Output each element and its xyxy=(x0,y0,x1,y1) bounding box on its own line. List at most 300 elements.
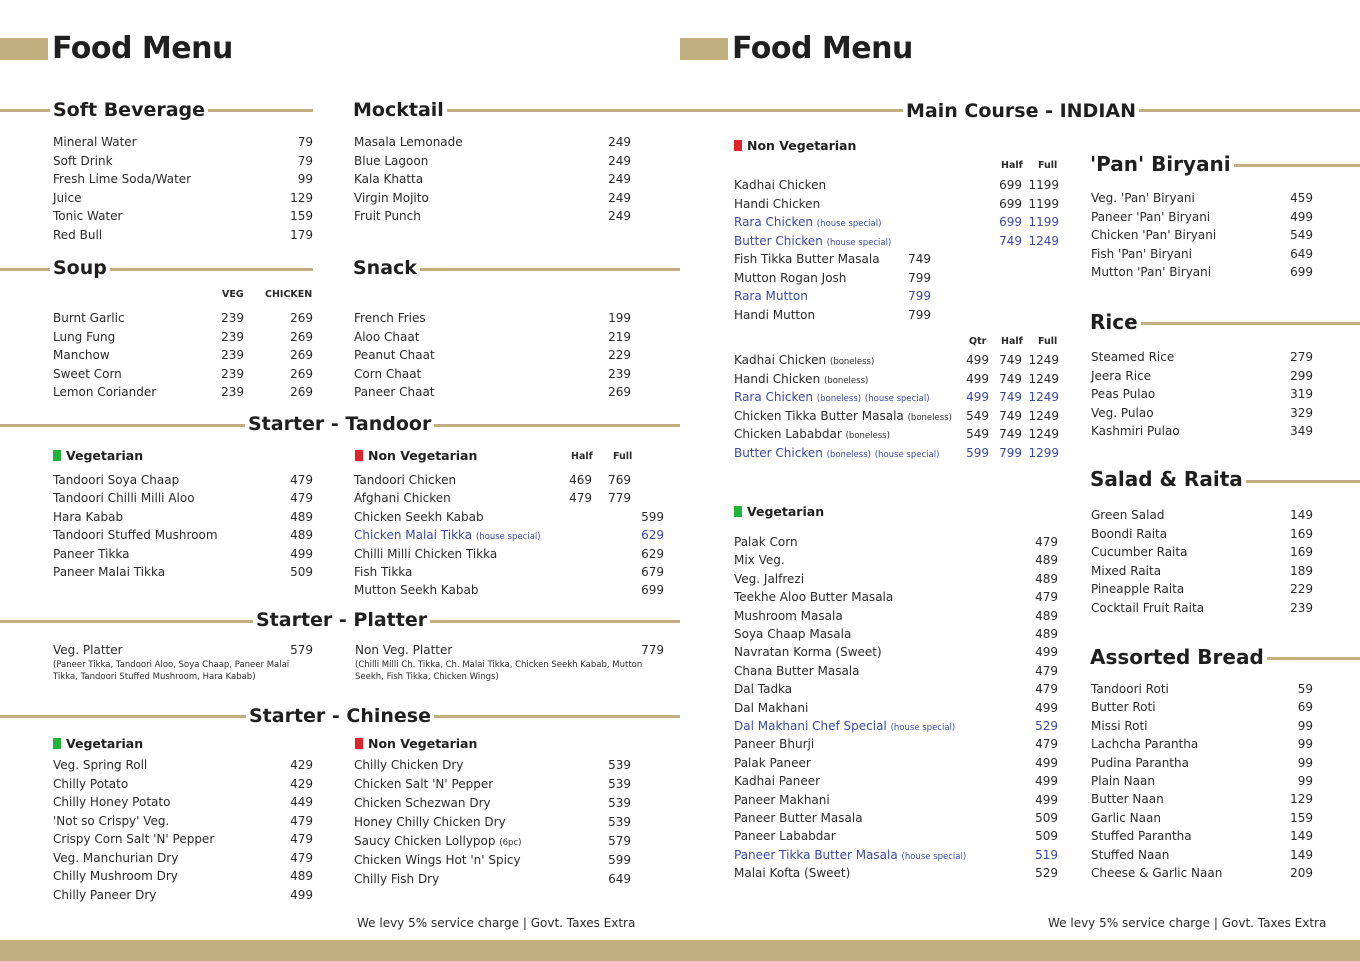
list-item xyxy=(354,383,631,402)
tandoor-nonveg-row xyxy=(354,526,664,545)
item-name xyxy=(1091,599,1204,617)
item-name xyxy=(734,643,882,661)
item-name-text: Fish 'Pan' Biryani xyxy=(1091,246,1192,261)
item-name xyxy=(53,793,170,811)
item-name xyxy=(734,176,826,194)
item-price: 269 xyxy=(290,348,313,363)
item-name-text: Tandoori Roti xyxy=(1091,682,1169,696)
item-name-text: Chicken Schezwan Dry xyxy=(354,796,491,810)
item-price: 629 xyxy=(641,528,664,543)
list-item xyxy=(1091,698,1313,717)
item-name xyxy=(734,680,792,698)
item-price: 699 xyxy=(999,196,1022,211)
item-price: 459 xyxy=(1290,191,1313,205)
rice-line xyxy=(1136,322,1360,325)
item-name xyxy=(1091,543,1187,561)
item-name-text: Paneer Butter Masala xyxy=(734,811,863,825)
item-name xyxy=(53,526,218,544)
item-name-text: Garlic Naan xyxy=(1091,810,1161,825)
item-name xyxy=(1091,263,1211,281)
item-name-text: Chicken Lababdar xyxy=(734,427,842,441)
item-name xyxy=(354,189,429,207)
item-name-text: Peas Pulao xyxy=(1091,387,1156,401)
item-price: 769 xyxy=(608,473,631,487)
item-name xyxy=(354,309,426,327)
item-name-text: Cucumber Raita xyxy=(1091,545,1188,559)
soup-veg-colhead: VEG xyxy=(222,289,244,300)
item-name-text: Fish Tikka Butter Masala xyxy=(734,252,880,266)
item-name xyxy=(354,152,428,170)
item-price: 219 xyxy=(608,329,631,344)
boneless-note: (boneless) xyxy=(816,394,862,404)
item-price: 479 xyxy=(569,491,592,506)
item-name xyxy=(53,867,178,885)
item-price: 199 xyxy=(608,311,631,325)
item-price: 489 xyxy=(290,509,313,524)
item-name-text: Fresh Lime Soda/Water xyxy=(53,172,192,187)
list-item xyxy=(53,207,313,226)
item-name-text: Rara Chicken xyxy=(734,390,813,404)
list-item xyxy=(1091,226,1313,245)
item-name xyxy=(734,809,863,827)
item-price: 699 xyxy=(999,178,1022,192)
title-bar-left xyxy=(0,38,48,60)
item-price: 489 xyxy=(1035,627,1058,641)
item-name-text: Masala Lemonade xyxy=(354,135,463,149)
chinese-heading: Starter - Chinese xyxy=(246,704,434,728)
item-price: 749 xyxy=(999,427,1022,441)
main-half-colhead-1: Half xyxy=(1001,160,1023,171)
item-name-text: Paneer Malai Tikka xyxy=(53,565,166,579)
main-half-colhead-2: Half xyxy=(1001,336,1023,347)
item-price: 499 xyxy=(1290,209,1313,224)
item-price: 799 xyxy=(908,307,931,322)
item-name xyxy=(53,756,147,774)
main-veg-label: Vegetarian xyxy=(734,503,824,521)
item-name-text: Butter Naan xyxy=(1091,792,1164,807)
item-name-text: Paneer Tikka xyxy=(53,546,130,561)
item-name xyxy=(734,607,843,625)
main-veg-row xyxy=(734,735,1058,754)
biryani-line xyxy=(1226,164,1360,167)
item-name-text: Dal Tadka xyxy=(734,682,793,697)
item-price: 149 xyxy=(1290,508,1313,522)
item-name-text: Handi Mutton xyxy=(734,307,816,322)
main-course-boneless-row xyxy=(734,407,1059,426)
main-veg-row xyxy=(734,827,1058,846)
item-price: 1199 xyxy=(1028,196,1059,211)
main-course-line xyxy=(1134,109,1360,112)
item-price: 99 xyxy=(1297,718,1313,733)
bread-line xyxy=(1255,657,1360,660)
tandoor-nonveg-row xyxy=(354,489,664,508)
item-name-text: Palak Corn xyxy=(734,535,798,549)
item-price: 249 xyxy=(608,135,631,149)
item-name-text: Tandoori Stuffed Mushroom xyxy=(53,528,218,543)
item-name xyxy=(354,563,412,581)
item-name xyxy=(734,213,881,233)
list-item xyxy=(53,152,313,171)
item-price: 519 xyxy=(1035,847,1058,862)
list-item xyxy=(53,830,313,849)
item-price: 499 xyxy=(966,390,989,404)
item-name xyxy=(734,287,808,305)
list-item xyxy=(53,471,313,490)
item-price: 249 xyxy=(608,190,631,205)
item-name xyxy=(53,508,123,526)
list-item xyxy=(1091,717,1313,736)
item-name-text: Stuffed Parantha xyxy=(1091,829,1192,844)
item-price: 69 xyxy=(1297,700,1313,715)
item-name xyxy=(354,133,463,151)
item-price: 79 xyxy=(297,135,313,149)
item-name-text: French Fries xyxy=(354,311,426,325)
item-name-text: Chicken Salt 'N' Pepper xyxy=(354,777,494,791)
item-name xyxy=(1091,348,1174,366)
item-name-text: Pineapple Raita xyxy=(1091,582,1185,596)
item-name xyxy=(354,756,463,774)
item-name xyxy=(734,306,815,324)
item-name-text: Lachcha Parantha xyxy=(1091,737,1199,752)
item-name xyxy=(1091,562,1161,580)
list-item xyxy=(1091,404,1313,423)
item-name xyxy=(53,328,115,346)
boneless-note: (boneless) xyxy=(830,357,875,367)
list-item xyxy=(354,309,631,328)
item-price: 539 xyxy=(608,758,631,772)
list-item xyxy=(1091,809,1313,828)
main-course-boneless-row xyxy=(734,444,1059,463)
item-name xyxy=(53,545,130,563)
item-price: 749 xyxy=(999,353,1022,367)
item-price: 699 xyxy=(641,583,664,598)
item-price: 539 xyxy=(608,796,631,810)
item-name xyxy=(1091,226,1216,244)
item-price: 479 xyxy=(1035,737,1058,752)
item-name xyxy=(354,365,421,383)
tandoor-heading: Starter - Tandoor xyxy=(245,412,434,436)
main-veg-row xyxy=(734,846,1058,865)
item-price: 749 xyxy=(908,252,931,266)
item-name-text: Paneer 'Pan' Biryani xyxy=(1091,209,1211,224)
item-name xyxy=(1091,680,1169,698)
snack-heading: Snack xyxy=(350,256,420,280)
list-item xyxy=(53,189,313,208)
house-special-note: (house special) xyxy=(864,394,930,404)
item-price: 149 xyxy=(1290,847,1313,862)
item-name xyxy=(1091,809,1161,827)
chinese-veg-label: Vegetarian xyxy=(53,735,143,753)
item-price: 99 xyxy=(297,172,313,187)
item-price: 499 xyxy=(290,887,313,902)
item-price: 489 xyxy=(1035,571,1058,586)
item-name xyxy=(734,351,874,371)
item-price: 1249 xyxy=(1028,390,1059,404)
item-name-text: Kala Khatta xyxy=(354,172,424,187)
veg-platter-desc: (Paneer Tikka, Tandoori Aloo, Soya Chaap, Paneer Malai Tikka, Tandoori Stuffed Mushroom, Hara Kabab) xyxy=(53,660,290,682)
item-name-text: Veg. 'Pan' Biryani xyxy=(1091,191,1195,205)
list-item xyxy=(354,207,631,226)
item-price: 479 xyxy=(1035,590,1058,605)
item-name-text: Mutton 'Pan' Biryani xyxy=(1091,265,1212,279)
item-name-text: Honey Chilly Chicken Dry xyxy=(354,815,506,829)
main-veg-row xyxy=(734,607,1058,626)
item-name xyxy=(1091,245,1192,263)
item-name xyxy=(734,827,836,845)
main-full-colhead-2: Full xyxy=(1038,336,1058,347)
item-price: 549 xyxy=(966,408,989,423)
item-price: 129 xyxy=(290,190,313,205)
soup-heading: Soup xyxy=(50,256,110,280)
item-price: 1299 xyxy=(1028,445,1059,460)
item-name-text: Fruit Punch xyxy=(354,209,421,224)
item-name xyxy=(734,772,820,790)
item-name xyxy=(1091,717,1148,735)
item-price: 99 xyxy=(1297,774,1313,788)
item-name xyxy=(53,383,156,401)
item-price: 479 xyxy=(290,832,313,846)
item-name xyxy=(734,388,930,408)
item-name-text: Navratan Korma (Sweet) xyxy=(734,645,882,660)
item-name xyxy=(1091,827,1192,845)
item-price: 239 xyxy=(221,385,244,400)
main-veg-row xyxy=(734,754,1058,773)
nonveg-marker xyxy=(355,450,363,461)
chinese-nonveg-label: Non Vegetarian xyxy=(355,735,477,753)
soup-row xyxy=(53,346,313,365)
list-item xyxy=(354,133,631,152)
item-name-text: Chicken Malai Tikka xyxy=(354,528,473,543)
item-name-text: Chilly Honey Potato xyxy=(53,795,171,809)
item-name xyxy=(734,370,868,390)
item-name xyxy=(53,346,110,364)
item-name-text: Handi Chicken xyxy=(734,196,821,211)
item-price: 599 xyxy=(608,853,631,867)
item-name xyxy=(354,813,506,831)
item-name-text: Butter Roti xyxy=(1091,700,1156,715)
list-item xyxy=(1091,525,1313,544)
main-course-row xyxy=(734,232,1059,251)
tandoor-veg-label: Vegetarian xyxy=(53,447,143,465)
item-name xyxy=(53,133,137,151)
main-course-row xyxy=(734,195,1059,214)
item-price: 499 xyxy=(966,353,989,367)
item-name-text: Dal Makhani xyxy=(734,700,809,715)
item-name-text: Soya Chaap Masala xyxy=(734,627,852,641)
item-name-text: Chilly Potato xyxy=(53,776,129,791)
item-name-text: Butter Chicken xyxy=(734,233,823,248)
item-price: 429 xyxy=(290,776,313,791)
tandoor-nonveg-row xyxy=(354,471,664,490)
item-price: 149 xyxy=(1290,829,1313,844)
soup-chicken-colhead: CHICKEN xyxy=(265,289,313,300)
item-name-text: Chicken 'Pan' Biryani xyxy=(1091,228,1217,242)
item-name xyxy=(734,195,820,213)
item-name-text: Green Salad xyxy=(1091,508,1165,522)
item-name-text: Palak Paneer xyxy=(734,755,811,770)
item-name xyxy=(53,886,156,904)
item-price: 539 xyxy=(608,777,631,791)
item-price: 249 xyxy=(608,172,631,187)
item-name xyxy=(354,794,491,812)
veg-marker xyxy=(734,506,742,517)
main-course-boneless-row xyxy=(734,351,1059,370)
item-name-text: Veg. Pulao xyxy=(1091,405,1154,420)
item-name-text: Virgin Mojito xyxy=(354,190,429,205)
item-price: 249 xyxy=(608,209,631,224)
item-name-text: Sweet Corn xyxy=(53,366,122,381)
item-name xyxy=(734,588,893,606)
item-name xyxy=(354,207,421,225)
item-name xyxy=(734,791,830,809)
item-price: 749 xyxy=(999,390,1022,404)
item-name xyxy=(734,533,798,551)
item-name xyxy=(1091,189,1195,207)
item-name-text: Pudina Parantha xyxy=(1091,755,1189,770)
item-price: 99 xyxy=(1297,737,1313,752)
list-item xyxy=(1091,543,1313,562)
item-price: 749 xyxy=(999,408,1022,423)
item-price: 799 xyxy=(908,289,931,303)
footer-note-left: We levy 5% service charge | Govt. Taxes Extra xyxy=(357,916,636,930)
veg-platter-row xyxy=(53,641,313,660)
item-price: 479 xyxy=(1035,663,1058,678)
item-name xyxy=(734,699,808,717)
list-item xyxy=(1091,827,1313,846)
list-item xyxy=(354,152,631,171)
item-name xyxy=(53,365,122,383)
salad-heading: Salad & Raita xyxy=(1087,467,1246,491)
list-item xyxy=(1091,189,1313,208)
item-price: 499 xyxy=(290,546,313,561)
list-item xyxy=(354,794,631,813)
list-item xyxy=(1091,367,1313,386)
house-special-note: (house special) xyxy=(874,449,940,460)
item-name-text: Lemon Coriander xyxy=(53,385,157,400)
item-name xyxy=(734,570,804,588)
item-price: 269 xyxy=(290,366,313,381)
item-price: 469 xyxy=(569,473,592,487)
item-price: 329 xyxy=(1290,405,1313,420)
item-price: 1199 xyxy=(1028,215,1059,229)
item-price: 229 xyxy=(608,348,631,363)
item-name-text: Paneer Makhani xyxy=(734,792,830,807)
item-name xyxy=(1091,735,1198,753)
item-name xyxy=(53,471,179,489)
main-course-row xyxy=(734,269,1059,288)
main-qtr-colhead: Qtr xyxy=(969,336,987,347)
item-name-text: Hara Kabab xyxy=(53,509,124,524)
item-name-text: Cheese & Garlic Naan xyxy=(1091,866,1223,880)
item-price: 349 xyxy=(1290,424,1313,438)
item-name xyxy=(1091,790,1164,808)
list-item xyxy=(53,812,313,831)
item-price: 59 xyxy=(1297,682,1313,696)
item-name-text: Mutton Seekh Kabab xyxy=(354,583,479,598)
item-price: 779 xyxy=(641,643,664,657)
item-price: 529 xyxy=(1035,719,1058,733)
main-course-row xyxy=(734,176,1059,195)
item-price: 509 xyxy=(1035,811,1058,825)
item-price: 499 xyxy=(1035,700,1058,715)
list-item xyxy=(1091,385,1313,404)
item-name xyxy=(354,489,451,507)
list-item xyxy=(53,867,313,886)
soup-line xyxy=(0,268,313,271)
list-item xyxy=(53,133,313,152)
list-item xyxy=(1091,599,1313,618)
item-name-text: Kadhai Chicken xyxy=(734,178,827,192)
item-price: 79 xyxy=(297,153,313,168)
list-item xyxy=(53,849,313,868)
list-item xyxy=(354,189,631,208)
footer-note-right: We levy 5% service charge | Govt. Taxes Extra xyxy=(1048,916,1327,930)
item-price: 319 xyxy=(1290,387,1313,401)
item-name-text: Manchow xyxy=(53,348,110,363)
boneless-note: (boneless) xyxy=(845,431,890,441)
item-price: 799 xyxy=(999,445,1022,460)
item-price: 679 xyxy=(641,565,664,579)
item-price: 499 xyxy=(1035,645,1058,660)
main-veg-row xyxy=(734,809,1058,828)
item-name xyxy=(1091,208,1210,226)
main-course-row xyxy=(734,250,1059,269)
item-price: 279 xyxy=(1290,350,1313,364)
item-name-text: Kadhai Chicken xyxy=(734,353,827,367)
list-item xyxy=(53,526,313,545)
list-item xyxy=(1091,864,1313,883)
item-price: 539 xyxy=(608,815,631,829)
main-veg-row xyxy=(734,772,1058,791)
item-name-text: Veg. Spring Roll xyxy=(53,758,148,772)
item-price: 1249 xyxy=(1028,371,1059,386)
main-veg-row xyxy=(734,680,1058,699)
item-price: 479 xyxy=(290,473,313,487)
nonveg-platter-row xyxy=(355,641,664,660)
item-name-text: Mushroom Masala xyxy=(734,608,843,623)
item-name xyxy=(354,581,478,599)
soup-row xyxy=(53,365,313,384)
veg-marker xyxy=(53,450,61,461)
item-price: 579 xyxy=(290,643,313,657)
item-name xyxy=(354,545,497,563)
list-item xyxy=(354,756,631,775)
item-price: 699 xyxy=(999,215,1022,229)
item-price: 649 xyxy=(608,872,631,886)
item-price: 479 xyxy=(290,850,313,865)
item-name xyxy=(734,735,814,753)
item-name xyxy=(734,250,880,268)
item-name xyxy=(354,383,435,401)
item-price: 239 xyxy=(221,311,244,325)
list-item xyxy=(1091,580,1313,599)
list-item xyxy=(354,813,631,832)
list-item xyxy=(1091,263,1313,282)
item-name xyxy=(354,851,521,869)
item-price: 599 xyxy=(966,445,989,460)
item-name xyxy=(1091,422,1180,440)
list-item xyxy=(53,886,313,905)
item-name-text: Chana Butter Masala xyxy=(734,663,860,678)
tandoor-nonveg-row xyxy=(354,581,664,600)
list-item xyxy=(1091,790,1313,809)
item-price: 499 xyxy=(1035,755,1058,770)
item-price: 269 xyxy=(290,329,313,344)
item-price: 179 xyxy=(290,228,313,242)
mocktail-line xyxy=(445,109,905,112)
biryani-heading: 'Pan' Biryani xyxy=(1087,152,1234,176)
item-name xyxy=(354,170,423,188)
